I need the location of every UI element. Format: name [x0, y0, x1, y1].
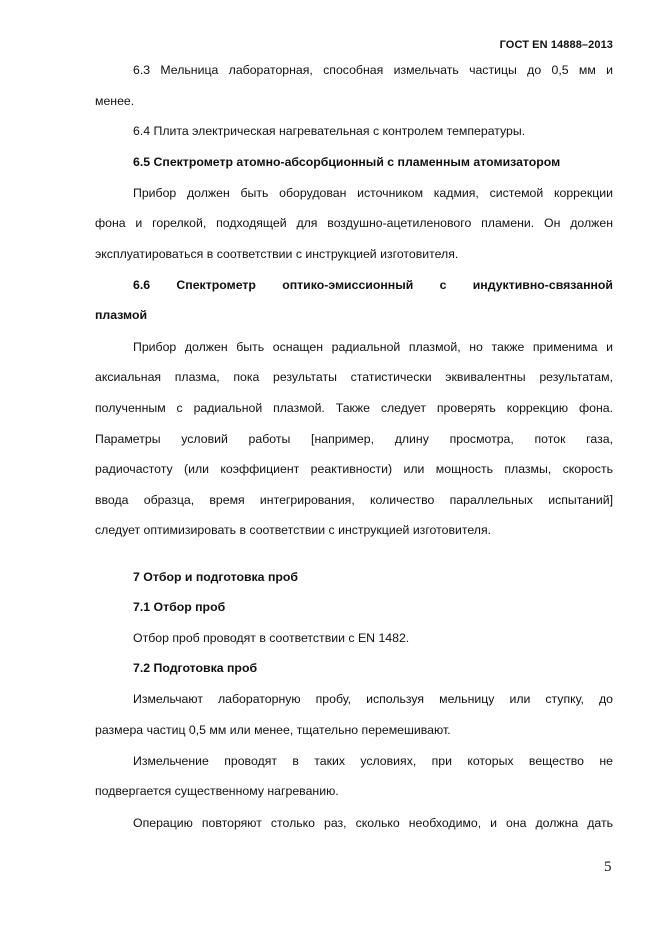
para-6-5-line-2: фона и горелкой, подходящей для воздушно-ацетиленового пламени. Он должен — [95, 216, 613, 230]
item-6-3-line-1: 6.3 Мельница лабораторная, способная измельчать частицы до 0,5 мм и — [133, 63, 613, 77]
para-7-2-b-line-1: Измельчение проводят в таких условиях, при которых вещество не — [133, 754, 613, 768]
para-6-5-line-3: эксплуатироваться в соответствии с инструкцией изготовителя. — [95, 247, 459, 261]
heading-6-6-line-2: плазмой — [95, 308, 148, 322]
heading-7-1: 7.1 Отбор проб — [133, 600, 226, 614]
para-7-2-b-line-2: подвергается существенному нагреванию. — [95, 784, 339, 798]
para-6-6-line-4: Параметры условий работы [например, длину просмотра, поток газа, — [95, 432, 613, 446]
para-6-6-line-2: аксиальная плазма, пока результаты статистически эквивалентны результатам, — [95, 370, 613, 384]
page-number: 5 — [604, 859, 612, 875]
para-7-2-a-line-2: размера частиц 0,5 мм или менее, тщательно перемешивают. — [95, 723, 451, 737]
item-6-3-line-2: менее. — [95, 94, 135, 108]
para-7-2-c-line-1: Операцию повторяют столько раз, сколько необходимо, и она должна дать — [133, 816, 613, 830]
para-7-2-a-line-1: Измельчают лабораторную пробу, используя мельницу или ступку, до — [133, 692, 613, 706]
standard-header: ГОСТ EN 14888–2013 — [499, 39, 613, 51]
para-6-6-line-7: следует оптимизировать в соответствии с инструкцией изготовителя. — [95, 523, 492, 537]
para-6-6-line-5: радиочастоту (или коэффициент реактивности) или мощность плазмы, скорость — [95, 462, 613, 476]
heading-6-6-line-1: 6.6 Спектрометр оптико-эмиссионный с индуктивно-связанной — [133, 278, 613, 292]
para-6-6-line-6: ввода образца, время интегрирования, количество параллельных испытаний] — [95, 493, 613, 507]
heading-7: 7 Отбор и подготовка проб — [133, 570, 298, 584]
para-6-5-line-1: Прибор должен быть оборудован источником кадмия, системой коррекции — [133, 186, 613, 200]
para-6-6-line-1: Прибор должен быть оснащен радиальной плазмой, но также применима и — [133, 340, 613, 354]
para-6-6-line-3: полученным с радиальной плазмой. Также следует проверять коррекцию фона. — [95, 401, 613, 415]
heading-7-2: 7.2 Подготовка проб — [133, 661, 258, 675]
heading-6-5: 6.5 Спектрометр атомно-абсорбционный с пламенным атомизатором — [133, 155, 561, 169]
item-6-4: 6.4 Плита электрическая нагревательная с контролем температуры. — [133, 124, 526, 138]
para-7-1: Отбор проб проводят в соответствии с EN 1482. — [133, 631, 410, 645]
